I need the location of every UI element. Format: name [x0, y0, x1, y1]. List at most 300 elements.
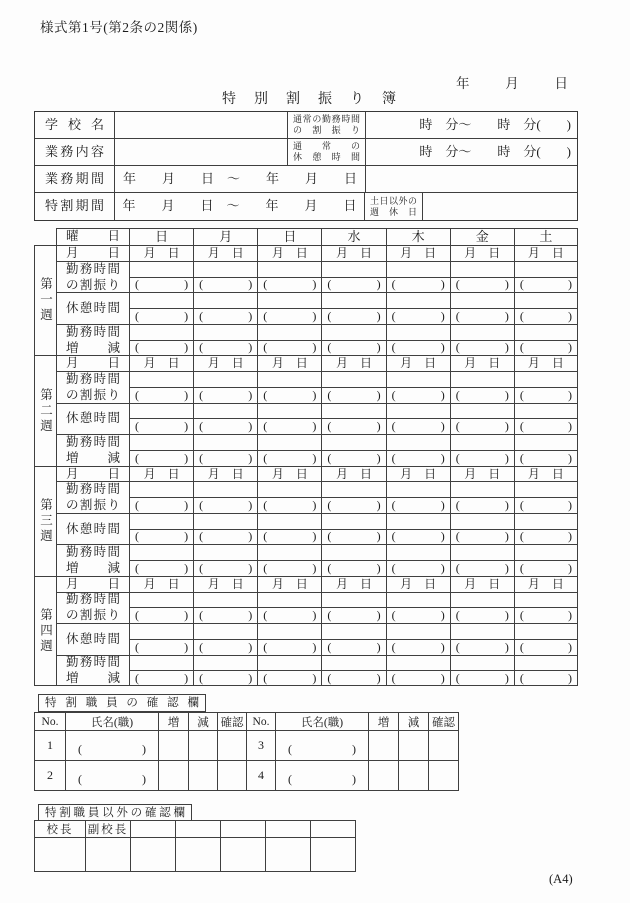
paren-open: (: [327, 308, 332, 323]
monthday-cell: 月 日: [129, 245, 193, 261]
paren-close: ): [568, 529, 572, 544]
change-entry-cell: [386, 655, 450, 671]
paren-open: (: [391, 639, 396, 654]
break-paren-cell: [450, 308, 514, 324]
paren-close: ): [312, 670, 317, 685]
change-paren-cell: [450, 670, 514, 686]
paren-open: (: [519, 560, 524, 575]
decrease-entry-cell: [399, 731, 429, 761]
paren-close: ): [312, 308, 317, 323]
paren-open: (: [455, 450, 460, 465]
allocation-paren-cell: [450, 277, 514, 293]
break-entry-cell: [129, 623, 193, 639]
paren-open: (: [391, 529, 396, 544]
change-entry-cell: [514, 324, 578, 340]
monthday-cell: 月 日: [450, 466, 514, 482]
paren-open: (: [519, 308, 524, 323]
monthday-label: 月日: [56, 245, 129, 261]
paren-open: (: [455, 639, 460, 654]
change-paren-cell: [450, 560, 514, 576]
break-entry-cell: [257, 623, 321, 639]
paren-open: (: [263, 277, 268, 292]
paren-close: ): [184, 670, 189, 685]
special-period-blank-cell: [423, 193, 577, 220]
non-weekend-dayoff-label: [365, 193, 423, 220]
change-paren-cell: [129, 450, 193, 466]
allocation-entry-cell: [321, 592, 385, 608]
allocation-entry-cell: [514, 592, 578, 608]
paren-open: (: [455, 560, 460, 575]
paren-open: (: [455, 529, 460, 544]
paren-close: ): [440, 419, 445, 434]
paren-close: ): [352, 772, 356, 786]
paren-open: (: [455, 419, 460, 434]
row-label-break: [56, 403, 129, 435]
break-paren-cell: [129, 418, 193, 434]
work-period-blank-cell: [366, 166, 577, 192]
allocation-label-line: 勤務時間: [66, 371, 120, 386]
paren-close: ): [504, 419, 509, 434]
weekday-header-5: 木: [386, 228, 450, 245]
break-entry-cell: [193, 292, 257, 308]
allocation-entry-cell: [129, 261, 193, 277]
allocation-paren-cell: [257, 387, 321, 403]
other-body-row: [35, 838, 356, 872]
paren-close: ): [248, 387, 253, 402]
paren-close: ): [248, 608, 253, 623]
paren-close: ): [568, 308, 572, 323]
paren-close: ): [312, 608, 317, 623]
paren-open: (: [519, 277, 524, 292]
allocation-entry-cell: [193, 592, 257, 608]
row-label-break: [56, 292, 129, 324]
normal-work-hours-label: [288, 112, 366, 138]
monthday-cell: 月 日: [193, 576, 257, 592]
break-entry-cell: [386, 292, 450, 308]
paren-open: (: [199, 497, 204, 512]
change-paren-cell: [386, 340, 450, 356]
paren-close: ): [568, 419, 572, 434]
monthday-label: 月日: [56, 355, 129, 371]
allocation-entry-cell: [450, 592, 514, 608]
break-label-line: 休憩時間: [66, 631, 120, 646]
change-entry-cell: [193, 544, 257, 560]
confirm-header: 確認: [218, 713, 247, 731]
change-label-line: 勤務時間: [66, 545, 120, 559]
staff-no: 4: [247, 761, 276, 791]
non-weekend-dayoff-line2: 週休日: [370, 206, 417, 217]
row-label-allocation: [56, 592, 129, 624]
monthday-cell: 月 日: [129, 355, 193, 371]
paren-open: (: [327, 560, 332, 575]
paren-close: ): [568, 670, 572, 685]
paren-open: (: [391, 497, 396, 512]
no-header: No.: [35, 713, 66, 731]
decrease-entry-cell: [399, 761, 429, 791]
change-label-line: 勤務時間: [66, 434, 120, 449]
change-entry-cell: [386, 544, 450, 560]
change-paren-cell: [514, 670, 578, 686]
break-paren-cell: [257, 639, 321, 655]
change-entry-cell: [129, 655, 193, 671]
paren-close: ): [440, 497, 445, 512]
break-paren-cell: [450, 418, 514, 434]
allocation-paren-cell: [193, 607, 257, 623]
paren-open: (: [199, 387, 204, 402]
school-name-entry-cell: [115, 112, 288, 138]
paren-close: ): [440, 340, 445, 355]
paren-open: (: [199, 529, 204, 544]
paren-close: ): [568, 277, 572, 292]
monthday-cell: 月 日: [450, 245, 514, 261]
other-confirmation-title: 特割職員以外の確認欄: [38, 804, 192, 821]
change-paren-cell: [386, 670, 450, 686]
paren-close: ): [248, 419, 253, 434]
paren-close: ): [312, 419, 317, 434]
paren-open: (: [327, 450, 332, 465]
allocation-label-line: 勤務時間: [66, 261, 120, 276]
increase-entry-cell: [159, 761, 189, 791]
paren-close: ): [440, 387, 445, 402]
paren-close: ): [184, 340, 189, 355]
paren-close: ): [248, 450, 253, 465]
paren-open: (: [135, 639, 139, 654]
normal-work-hours-line1: 通常の勤務時間: [293, 114, 360, 124]
row-label-change: [56, 544, 129, 576]
break-time-cell: 時 分〜 時 分( ): [419, 144, 571, 159]
paren-open: (: [455, 340, 460, 355]
change-paren-cell: [514, 340, 578, 356]
staff-no: 1: [35, 731, 66, 761]
paren-close: ): [248, 560, 253, 575]
monthday-label: 月日: [56, 576, 129, 592]
allocation-label-line: の割振り: [66, 498, 120, 512]
break-entry-cell: [321, 513, 385, 529]
increase-header: 増: [159, 713, 189, 731]
paren-close: ): [376, 608, 381, 623]
break-paren-cell: [257, 308, 321, 324]
paren-open: (: [199, 450, 204, 465]
allocation-paren-cell: [450, 607, 514, 623]
break-entry-cell: [386, 513, 450, 529]
paren-open: (: [263, 529, 268, 544]
paren-open: (: [519, 670, 524, 685]
week-label-1: [34, 245, 56, 355]
allocation-paren-cell: [129, 277, 193, 293]
normal-break-time-label: [288, 139, 366, 165]
paren-close: ): [504, 340, 509, 355]
paren-close: ): [352, 742, 356, 756]
change-paren-cell: [129, 340, 193, 356]
paren-open: (: [199, 419, 204, 434]
break-paren-cell: [321, 639, 385, 655]
allocation-label-line: の割振り: [66, 277, 120, 292]
break-paren-cell: [514, 308, 578, 324]
monthday-cell: 月 日: [514, 355, 578, 371]
paren-close: ): [376, 308, 381, 323]
week-label-text: 第一週: [38, 277, 53, 324]
change-entry-cell: [321, 655, 385, 671]
paren-open: (: [199, 608, 204, 623]
monthday-label: 月日: [56, 466, 129, 482]
break-entry-cell: [257, 403, 321, 419]
allocation-label-line: の割振り: [66, 608, 120, 623]
break-paren-cell: [129, 639, 193, 655]
increase-entry-cell: [369, 731, 399, 761]
change-paren-cell: [257, 560, 321, 576]
break-paren-cell: [386, 308, 450, 324]
allocation-paren-cell: [386, 607, 450, 623]
break-entry-cell: [514, 403, 578, 419]
paren-close: ): [504, 308, 509, 323]
increase-header: 増: [369, 713, 399, 731]
paren-open: (: [135, 419, 139, 434]
allocation-entry-cell: [514, 261, 578, 277]
monthday-cell: 月 日: [321, 576, 385, 592]
work-content-label: 業務内容: [35, 139, 115, 165]
paren-open: (: [135, 497, 139, 512]
week-label-text: 第三週: [38, 497, 53, 545]
paren-close: ): [440, 560, 445, 575]
change-paren-cell: [514, 450, 578, 466]
paren-close: ): [504, 277, 509, 292]
increase-entry-cell: [159, 731, 189, 761]
monthday-cell: 月 日: [193, 245, 257, 261]
page-title: 特別割振り簿: [222, 92, 414, 107]
paren-close: ): [504, 639, 509, 654]
change-entry-cell: [450, 434, 514, 450]
paren-open: (: [327, 608, 332, 623]
normal-break-line2: 休憩時間: [293, 152, 360, 162]
paren-close: ): [184, 497, 189, 512]
normal-work-hours-line2: の割振り: [293, 125, 360, 135]
staff-no: 3: [247, 731, 276, 761]
paren-open: (: [327, 419, 332, 434]
signature-entry-cell: [86, 838, 131, 872]
paren-close: ): [376, 450, 381, 465]
break-entry-cell: [193, 623, 257, 639]
signature-entry-cell: [311, 838, 356, 872]
allocation-paren-cell: [386, 387, 450, 403]
allocation-paren-cell: [514, 497, 578, 513]
change-entry-cell: [321, 434, 385, 450]
staff-header-row: [35, 713, 459, 731]
break-entry-cell: [129, 403, 193, 419]
paren-close: ): [376, 340, 381, 355]
paren-open: (: [391, 450, 396, 465]
other-header-row: [35, 821, 356, 838]
work-content-entry-cell: [115, 139, 288, 165]
change-paren-cell: [193, 560, 257, 576]
row-label-allocation: [56, 481, 129, 513]
paren-close: ): [376, 277, 381, 292]
paren-open: (: [519, 497, 524, 512]
paren-close: ): [568, 639, 572, 654]
paren-close: ): [568, 340, 572, 355]
paren-close: ): [142, 772, 146, 786]
confirm-header: 確認: [429, 713, 459, 731]
allocation-entry-cell: [257, 371, 321, 387]
change-paren-cell: [257, 450, 321, 466]
change-paren-cell: [386, 560, 450, 576]
paren-open: (: [519, 419, 524, 434]
other-header-blank: [311, 821, 356, 838]
name-paren: [276, 742, 368, 757]
change-entry-cell: [129, 324, 193, 340]
paren-close: ): [376, 387, 381, 402]
allocation-entry-cell: [450, 261, 514, 277]
allocation-entry-cell: [386, 592, 450, 608]
paren-close: ): [184, 419, 189, 434]
change-paren-cell: [193, 670, 257, 686]
paren-close: ): [312, 340, 317, 355]
allocation-entry-cell: [129, 592, 193, 608]
break-entry-cell: [129, 292, 193, 308]
monthday-cell: 月 日: [514, 576, 578, 592]
allocation-paren-cell: [193, 497, 257, 513]
paren-open: (: [455, 277, 460, 292]
paren-open: (: [455, 497, 460, 512]
paren-open: (: [199, 308, 204, 323]
paren-open: (: [263, 639, 268, 654]
change-paren-cell: [321, 340, 385, 356]
name-paren: [66, 772, 158, 787]
paren-open: (: [519, 608, 524, 623]
date-month-label: 月: [505, 76, 519, 91]
allocation-entry-cell: [386, 261, 450, 277]
paren-open: (: [327, 387, 332, 402]
change-entry-cell: [193, 434, 257, 450]
decrease-entry-cell: [189, 761, 218, 791]
name-paren: [66, 742, 158, 757]
paren-close: ): [568, 560, 572, 575]
break-entry-cell: [386, 623, 450, 639]
paren-close: ): [248, 497, 253, 512]
school-name-label: 学校名: [35, 112, 115, 138]
paren-open: (: [135, 277, 139, 292]
paren-close: ): [440, 670, 445, 685]
row-label-change: [56, 655, 129, 687]
paren-open: (: [263, 308, 268, 323]
change-label-line: 勤務時間: [66, 654, 120, 669]
allocation-entry-cell: [193, 371, 257, 387]
paren-close: ): [568, 450, 572, 465]
paren-close: ): [312, 497, 317, 512]
monthday-cell: 月 日: [450, 355, 514, 371]
work-content-row: [35, 139, 577, 166]
paren-open: (: [263, 670, 268, 685]
paren-open: (: [327, 639, 332, 654]
paren-open: (: [135, 387, 139, 402]
allocation-entry-cell: [193, 481, 257, 497]
paren-open: (: [263, 560, 268, 575]
paren-close: ): [440, 308, 445, 323]
allocation-paren-cell: [450, 497, 514, 513]
break-entry-cell: [321, 623, 385, 639]
monthday-cell: 月 日: [514, 245, 578, 261]
work-period-label: 業務期間: [35, 166, 115, 192]
weekday-header-3: 日: [257, 228, 321, 245]
paren-open: (: [199, 670, 204, 685]
break-paren-cell: [386, 529, 450, 545]
allocation-entry-cell: [321, 481, 385, 497]
paren-close: ): [184, 277, 189, 292]
paren-open: (: [135, 340, 139, 355]
paren-close: ): [504, 608, 509, 623]
paren-close: ): [184, 308, 189, 323]
paren-close: ): [504, 497, 509, 512]
break-entry-cell: [193, 513, 257, 529]
weekday-header-1: 日: [129, 228, 193, 245]
break-entry-cell: [514, 292, 578, 308]
change-paren-cell: [129, 560, 193, 576]
change-entry-cell: [129, 434, 193, 450]
work-period-dates-cell: 年 月 日 〜 年 月 日: [115, 166, 366, 192]
staff-name-entry-cell: [276, 761, 369, 791]
break-entry-cell: [450, 403, 514, 419]
paren-open: (: [135, 608, 139, 623]
paren-close: ): [184, 639, 189, 654]
staff-name-entry-cell: [66, 761, 159, 791]
paren-open: (: [519, 639, 524, 654]
paren-close: ): [440, 277, 445, 292]
paren-close: ): [376, 560, 381, 575]
allocation-paren-cell: [321, 607, 385, 623]
signature-entry-cell: [221, 838, 266, 872]
paren-open: (: [135, 529, 139, 544]
break-entry-cell: [321, 292, 385, 308]
change-entry-cell: [386, 434, 450, 450]
change-paren-cell: [514, 560, 578, 576]
paren-open: (: [135, 560, 139, 575]
paren-close: ): [376, 419, 381, 434]
break-entry-cell: [193, 403, 257, 419]
monthday-cell: 月 日: [514, 466, 578, 482]
paper-size-note: (A4): [549, 872, 573, 886]
paren-open: (: [391, 608, 396, 623]
break-entry-cell: [386, 403, 450, 419]
allocation-paren-cell: [129, 387, 193, 403]
monthday-cell: 月 日: [386, 576, 450, 592]
break-entry-cell: [321, 403, 385, 419]
allocation-paren-cell: [514, 387, 578, 403]
allocation-entry-cell: [129, 481, 193, 497]
other-header-blank: [266, 821, 311, 838]
break-entry-cell: [450, 623, 514, 639]
change-entry-cell: [193, 655, 257, 671]
allocation-paren-cell: [257, 277, 321, 293]
break-paren-cell: [193, 418, 257, 434]
paren-open: (: [199, 277, 204, 292]
row-label-change: [56, 434, 129, 466]
change-paren-cell: [321, 450, 385, 466]
staff-row-1: [35, 731, 459, 761]
paren-close: ): [312, 639, 317, 654]
monthday-cell: 月 日: [450, 576, 514, 592]
paren-open: (: [455, 308, 460, 323]
schedule-table: [34, 228, 578, 686]
principal-header: 校長: [35, 821, 86, 838]
paren-open: (: [78, 772, 82, 786]
paren-open: (: [391, 419, 396, 434]
confirm-entry-cell: [429, 731, 459, 761]
break-label-line: 休憩時間: [66, 411, 120, 426]
break-paren-cell: [450, 529, 514, 545]
header-info-table: [34, 111, 578, 221]
vice-principal-header: 副校長: [86, 821, 131, 838]
change-paren-cell: [193, 450, 257, 466]
other-header-blank: [131, 821, 176, 838]
